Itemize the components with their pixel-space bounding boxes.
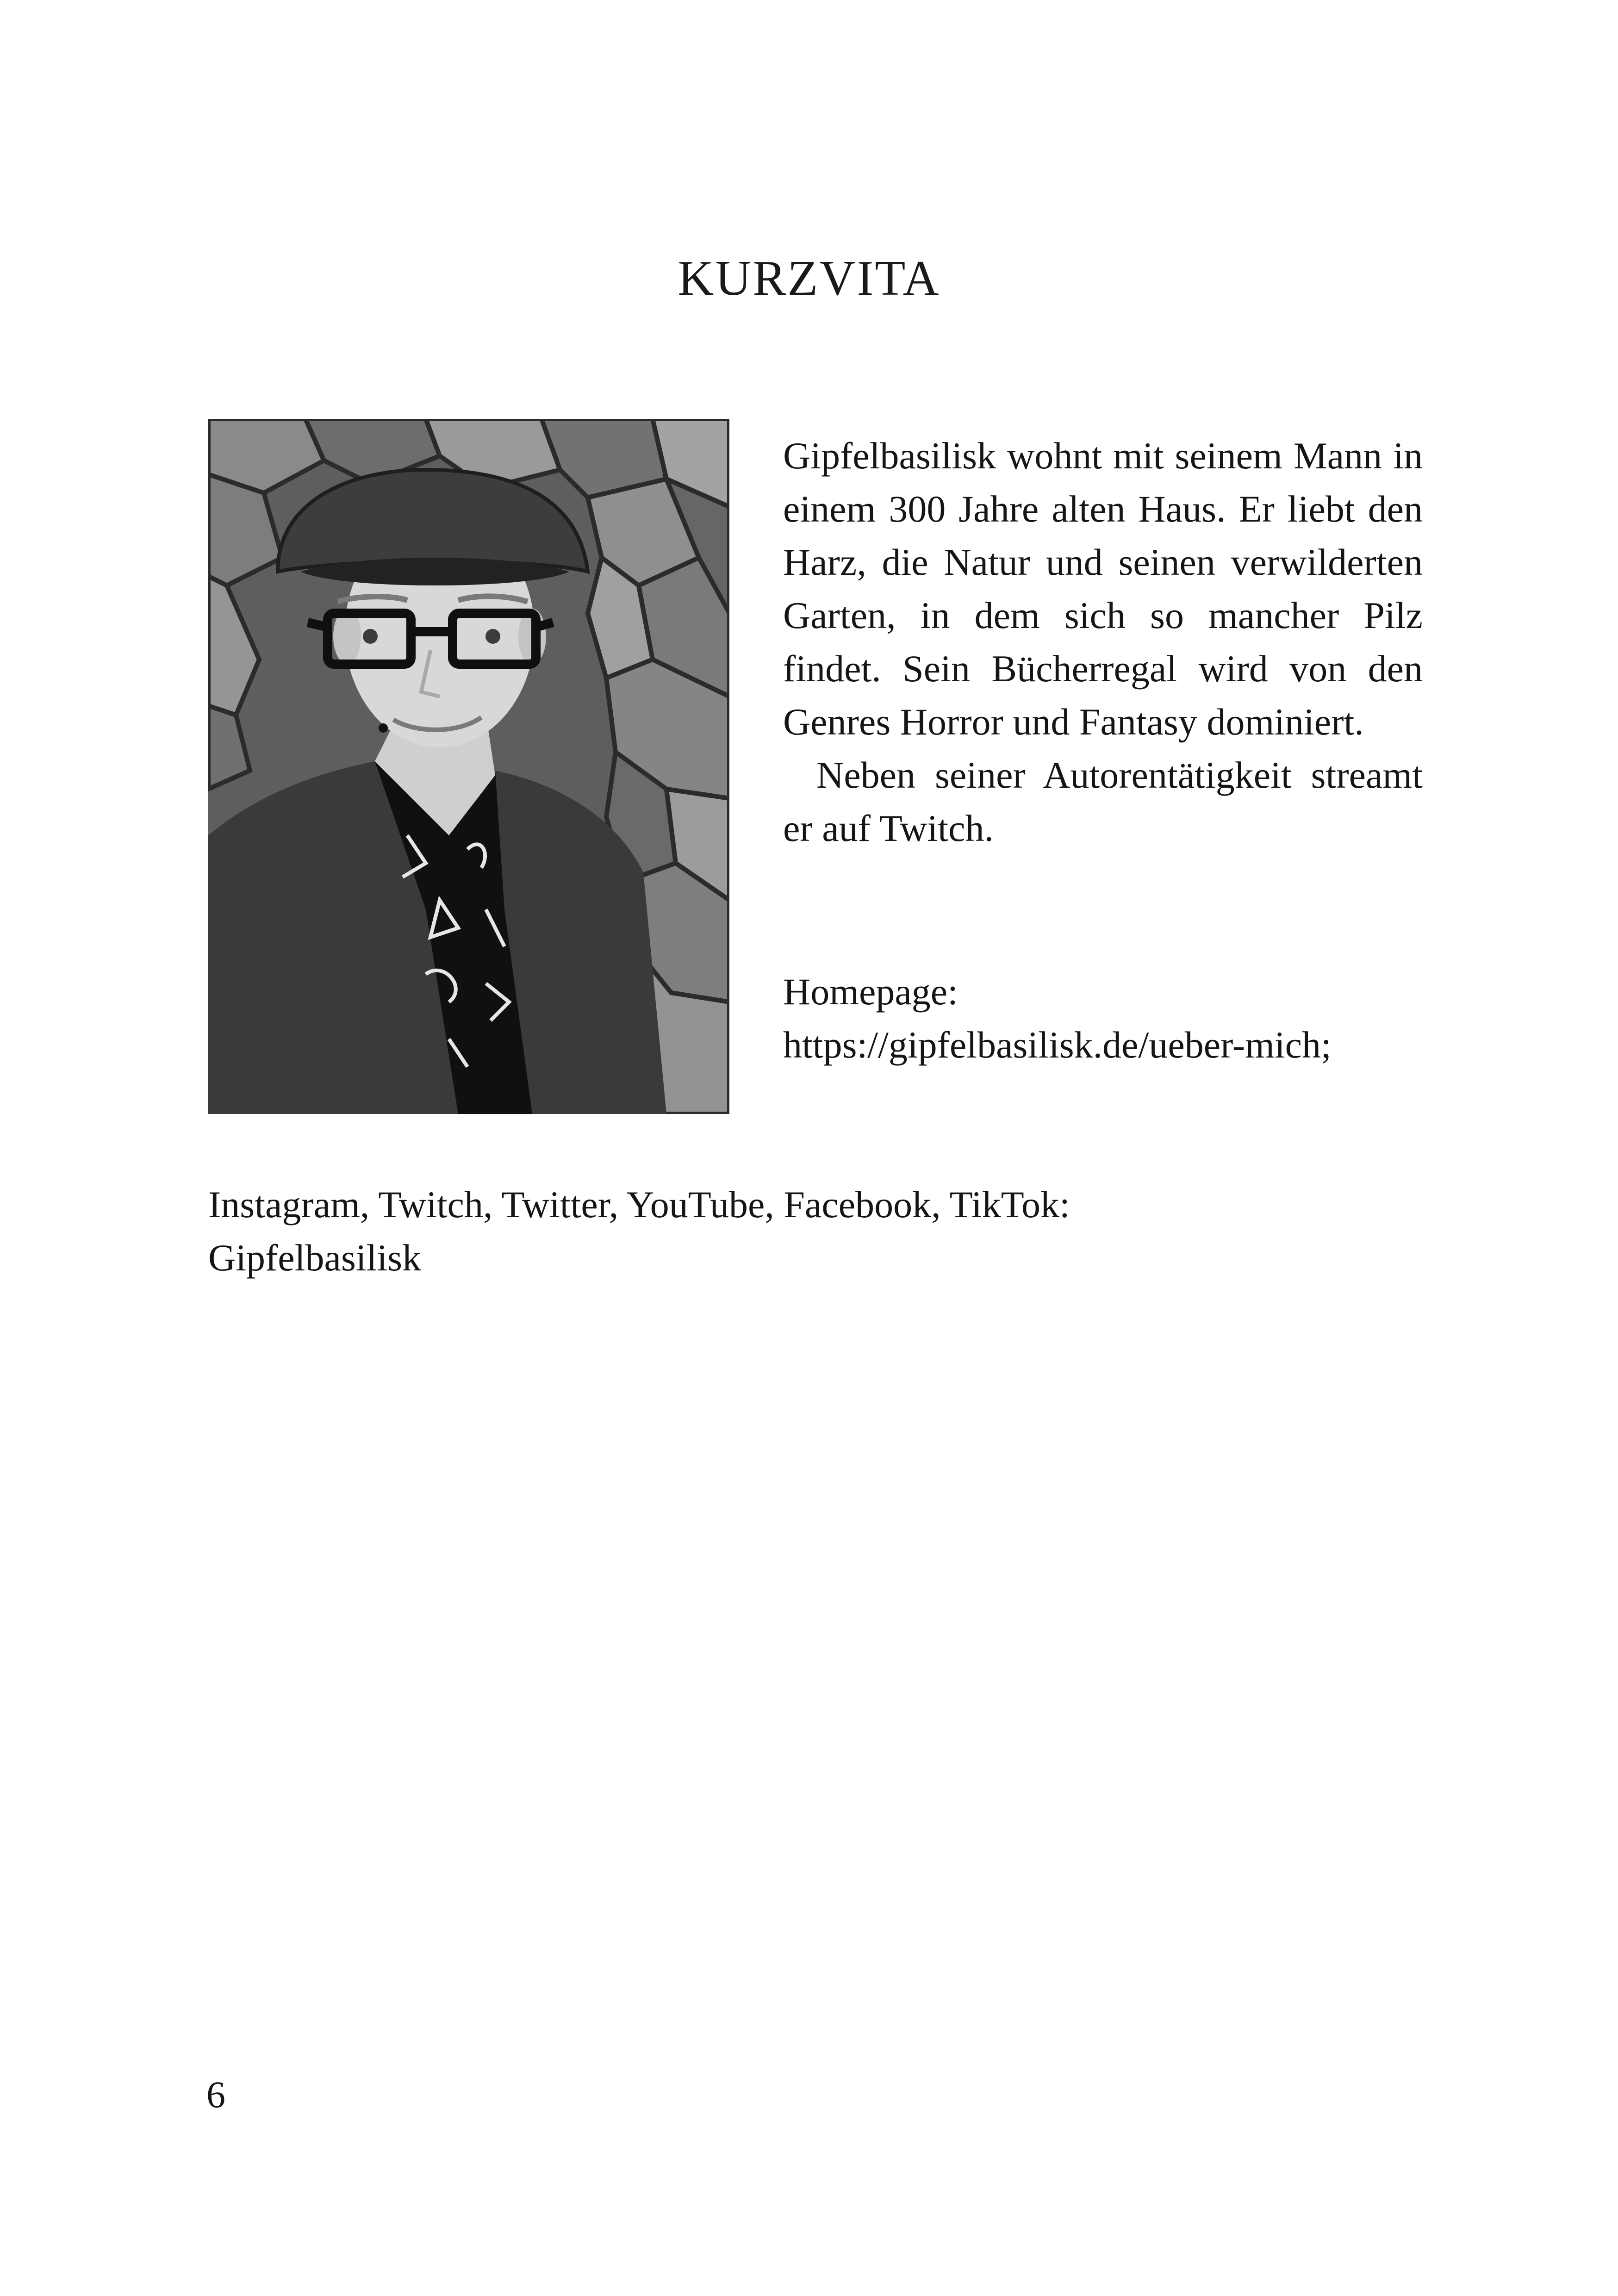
bio-paragraph-2: Neben seiner Autorentätigkeit streamt er auf Twitch. [783, 754, 1423, 849]
homepage-url[interactable]: https://gipfelbasilisk.de/ueber-mich; [783, 1024, 1332, 1066]
social-platforms: Instagram, Twitch, Twitter, YouTube, Facebook, TikTok: [208, 1183, 1070, 1226]
author-photo [208, 419, 729, 1114]
bio-paragraph-1: Gipfelbasilisk wohnt mit seinem Mann in einem 300 Jahre alten Haus. Er liebt den Harz, die Natur und seinen verwilderten Garten, in dem sich so mancher Pilz findet. Sein Bücherregal wird von den Genres Horror und Fantasy dominiert. [783, 435, 1423, 743]
author-bio [783, 429, 1423, 855]
social-media-block [208, 1178, 1412, 1284]
page-title: KURZVITA [678, 251, 940, 306]
social-handle: Gipfelbasilisk [208, 1237, 422, 1279]
homepage-block [783, 965, 1440, 1071]
page-number: 6 [206, 2073, 225, 2116]
homepage-label: Homepage: [783, 971, 958, 1013]
